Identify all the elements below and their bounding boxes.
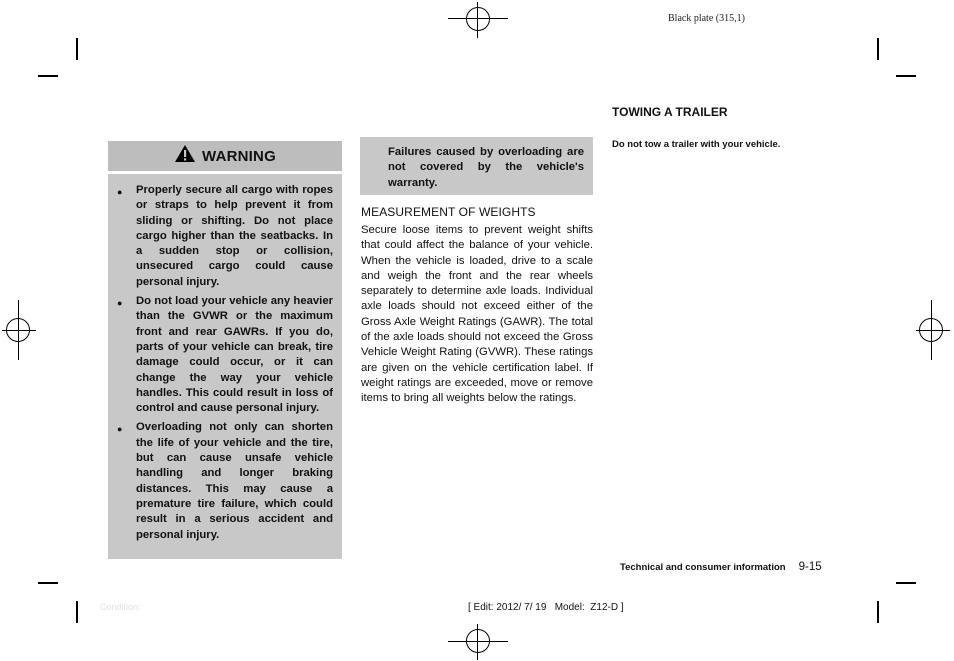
edit-info: [ Edit: 2012/ 7/ 19 Model: Z12-D ]	[468, 602, 624, 613]
warning-item-text: Do not load your vehicle any heavier than the GVWR or the maximum front and rear GAWRs. If you do, parts of your vehicle can break, tire damage could occur, or it can change the way your vehicle handles. This could result in loss of control and cause personal injury.	[136, 295, 333, 415]
crop-mark	[877, 38, 879, 60]
registration-line	[931, 300, 932, 360]
measurement-heading: MEASUREMENT OF WEIGHTS	[361, 205, 536, 219]
footer-section: Technical and consumer information	[620, 562, 786, 573]
crop-mark	[76, 38, 78, 60]
plate-label: Black plate (315,1)	[668, 13, 745, 24]
page-footer	[620, 561, 822, 573]
towing-text: Do not tow a trailer with your vehicle.	[612, 139, 781, 150]
crop-mark	[38, 75, 58, 77]
warning-item-text: Properly secure all cargo with ropes or straps to help prevent it from sliding or shifting. Do not place cargo higher than the seatbacks. In a sudden stop or collision, unsecured cargo could cause personal injury.	[136, 184, 333, 288]
note-box	[360, 137, 593, 195]
registration-line	[477, 624, 478, 660]
registration-line	[477, 2, 478, 38]
registration-line	[2, 330, 36, 331]
crop-mark	[877, 601, 879, 623]
registration-line	[448, 18, 508, 19]
registration-mark	[466, 7, 490, 31]
warning-item	[108, 420, 342, 542]
condition-label: Condition:	[100, 602, 141, 612]
warning-header	[108, 141, 342, 174]
warning-item-text: Overloading not only can shorten the life of your vehicle and the tire, but can cause unsafe vehicle handling and longer braking distances. This may cause a premature tire failure, which could result in a serious accident and personal injury.	[136, 421, 333, 541]
registration-line	[448, 641, 508, 642]
crop-mark	[38, 582, 58, 584]
bullet-icon: ●	[117, 187, 123, 197]
crop-mark	[76, 601, 78, 623]
crop-mark	[896, 75, 916, 77]
warning-title: WARNING	[202, 147, 276, 165]
measurement-body: Secure loose items to prevent weight shifts that could affect the balance of your vehicle. When the vehicle is loaded, drive to a scale and weigh the front and the rear wheels separately to determine axle loads. Individual axle loads should not exceed either of the Gross Axle Weight Ratings (GAWR). The total of the axle loads should not exceed the Gross Vehicle Weight Rating (GVWR). These ratings are given on the vehicle certification label. If weight ratings are exceeded, move or remove items to bring all weights below the ratings.	[361, 224, 593, 405]
towing-heading: TOWING A TRAILER	[612, 105, 728, 119]
bullet-icon: ●	[117, 298, 123, 309]
warning-triangle-icon	[174, 144, 196, 168]
warning-list	[108, 183, 342, 547]
warning-box	[108, 141, 342, 559]
page-number: 9-15	[798, 561, 822, 573]
note-text: Failures caused by overloading are not covered by the vehicle's warranty.	[388, 146, 584, 189]
bullet-icon: ●	[117, 424, 123, 435]
warning-item	[108, 294, 342, 416]
registration-line	[916, 330, 950, 331]
warning-item	[108, 183, 342, 290]
registration-line	[18, 300, 19, 360]
crop-mark	[896, 582, 916, 584]
